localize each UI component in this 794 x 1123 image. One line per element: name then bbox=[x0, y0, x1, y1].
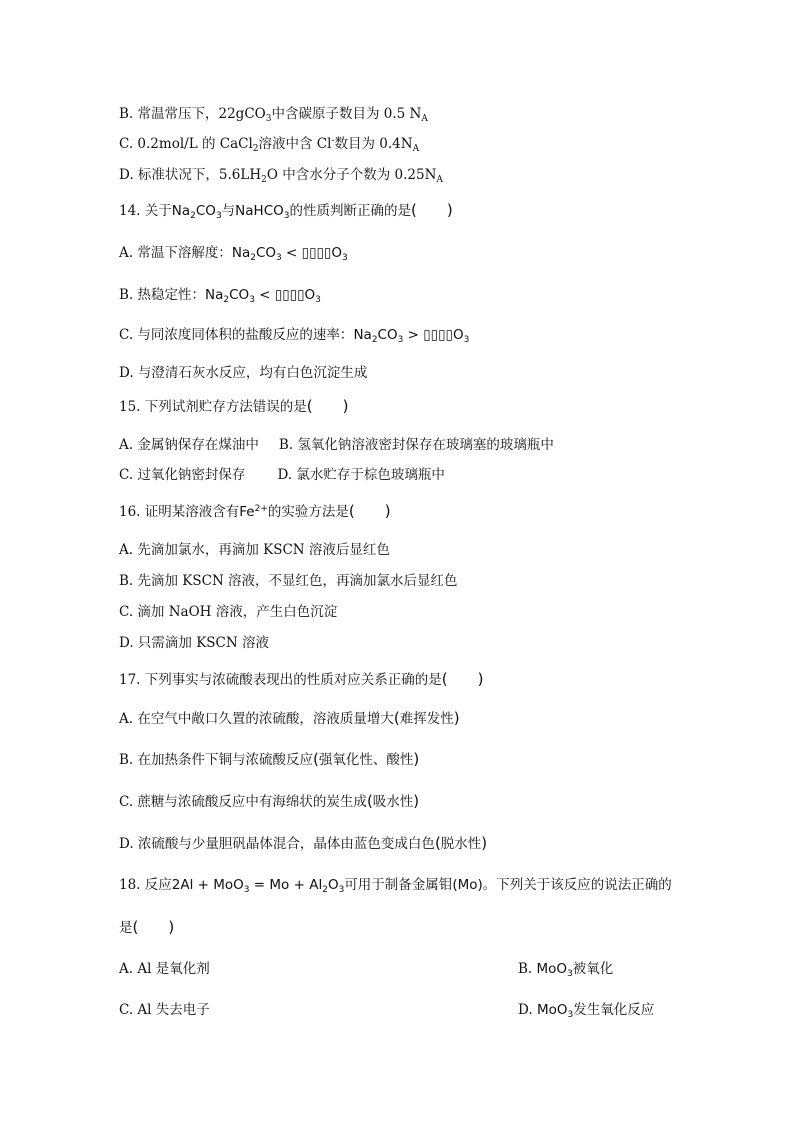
q13-option-c: C. 0.2mol/L 的 CaCl$_2$溶液中含 Cl-数目为 $0.4N_A$ bbox=[119, 136, 420, 154]
q15-options-cd: C. 过氧化钠密封保存 D. 氯水贮存于棕色玻璃瓶中 bbox=[119, 467, 445, 483]
q18-option-b: B. MoO$_3$被氧化 bbox=[518, 961, 614, 979]
q14-option-c: C. 与同浓度同体积的盐酸反应的速率：$Na_2CO_3$ > $▯▯▯▯O_3$ bbox=[119, 327, 470, 345]
q14-option-a: A. 常温下溶解度：$Na_2CO_3$ < $▯▯▯▯O_3$ bbox=[119, 245, 348, 263]
q15-stem: 15. 下列试剂贮存方法错误的是( ) bbox=[119, 397, 349, 415]
q16-option-b: B. 先滴加 KSCN 溶液，不显红色，再滴加氯水后显红色 bbox=[119, 573, 458, 589]
q17-stem: 17. 下列事实与浓硫酸表现出的性质对应关系正确的是( ) bbox=[119, 670, 484, 688]
q14-option-d: D. 与澄清石灰水反应，均有白色沉淀生成 bbox=[119, 365, 368, 381]
q17-option-d: D. 浓硫酸与少量胆矾晶体混合，晶体由蓝色变成白色(脱水性) bbox=[119, 834, 488, 852]
q14-option-b: B. 热稳定性：$Na_2CO_3$ < $▯▯▯▯O_3$ bbox=[119, 287, 321, 305]
q16-stem: 16. 证明某溶液含有$Fe^{2+}$的实验方法是( ) bbox=[119, 502, 391, 520]
q18-option-d: D. MoO$_3$发生氧化反应 bbox=[518, 1002, 655, 1020]
q13-option-d: D. 标准状况下，$5.6LH_2O$ 中含水分子个数为 $0.25N_A$ bbox=[119, 167, 443, 185]
q16-option-c: C. 滴加 NaOH 溶液，产生白色沉淀 bbox=[119, 604, 338, 620]
q17-option-c: C. 蔗糖与浓硫酸反应中有海绵状的炭生成(吸水性) bbox=[119, 792, 420, 810]
q15-options-ab: A. 金属钠保存在煤油中 B. 氢氧化钠溶液密封保存在玻璃塞的玻璃瓶中 bbox=[119, 437, 554, 453]
q18-options-cd: C. Al 失去电子 D. MoO$_3$发生氧化反应 bbox=[119, 1002, 655, 1020]
q18-stem-line1: 18. 反应$2Al + MoO_3 = Mo + Al_2O_3$可用于制备金属钼(Mo)。下列关于该反应的说法正确的 bbox=[119, 877, 672, 895]
q18-options-ab: A. Al 是氧化剂 B. MoO$_3$被氧化 bbox=[119, 961, 614, 979]
q18-stem-line2: 是( ) bbox=[119, 918, 175, 936]
q13-option-b: B. 常温常压下，22gCO$_3$中含碳原子数目为 0.5 $N_A$ bbox=[119, 106, 428, 124]
q14-stem: 14. 关于$Na_2CO_3$与NaHCO$_3$的性质判断正确的是( ) bbox=[119, 201, 453, 221]
q17-option-b: B. 在加热条件下铜与浓硫酸反应(强氧化性、酸性) bbox=[119, 750, 420, 768]
q17-option-a: A. 在空气中敞口久置的浓硫酸，溶液质量增大(难挥发性) bbox=[119, 709, 460, 727]
q16-option-d: D. 只需滴加 KSCN 溶液 bbox=[119, 635, 269, 651]
q16-option-a: A. 先滴加氯水，再滴加 KSCN 溶液后显红色 bbox=[119, 542, 390, 558]
